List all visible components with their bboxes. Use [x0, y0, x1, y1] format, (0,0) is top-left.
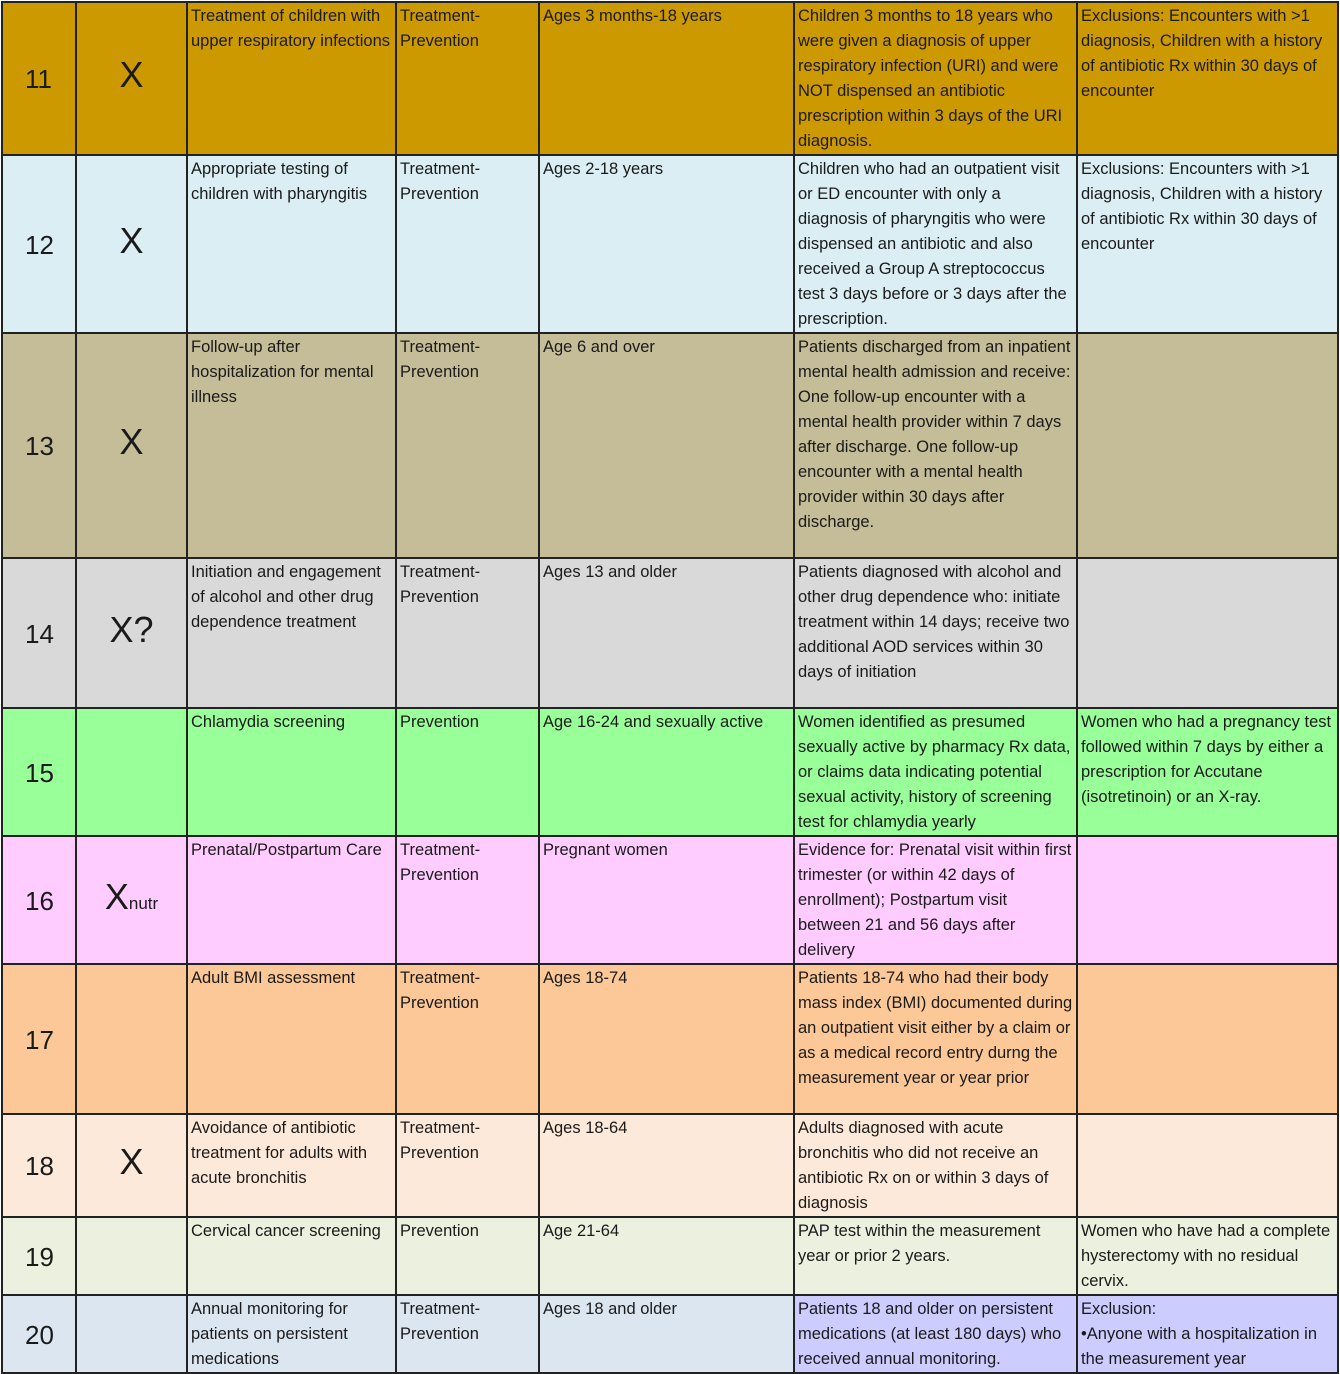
measure-description-text: Patients 18-74 who had their body mass index (BMI) documented during an outpatient visit either by a claim or as a medical record entry durng the measurement year or year prior — [798, 969, 1073, 1087]
measure-category — [396, 333, 539, 558]
measure-exclusions — [1077, 333, 1338, 558]
selection-mark — [76, 836, 187, 964]
row-number-text: 15 — [25, 757, 54, 788]
measure-name-text: Cervical cancer screening — [191, 1222, 381, 1240]
measure-exclusions — [1077, 836, 1338, 964]
measure-description — [794, 1114, 1077, 1217]
measure-name — [187, 2, 396, 155]
target-population-text: Ages 18-64 — [543, 1119, 628, 1137]
target-population-text: Age 21-64 — [543, 1222, 620, 1240]
table-row — [2, 2, 1338, 155]
selection-mark — [76, 1114, 187, 1217]
measure-description-text: Patients diagnosed with alcohol and other drug dependence who: initiate treatment within 14 days; receive two additional AOD services within 30 days of initiation — [798, 563, 1070, 681]
target-population — [539, 708, 794, 836]
target-population — [539, 2, 794, 155]
target-population-text: Ages 13 and older — [543, 563, 677, 581]
measure-exclusions-text: Women who had a pregnancy test followed within 7 days by either a prescription for Accutane (isotretinoin) or an X-ray. — [1081, 713, 1332, 806]
table-row — [2, 1114, 1338, 1217]
measure-name-text: Appropriate testing of children with pharyngitis — [191, 160, 368, 203]
measure-description-text: Patients discharged from an inpatient mental health admission and receive: One follow-up encounter with a mental health provider within 7 days after discharge. One follow-up encounter with a mental health provider within 30 days after discharge. — [798, 338, 1071, 531]
row-number — [2, 333, 76, 558]
selection-mark-text: X? — [109, 608, 154, 650]
row-number-text: 12 — [25, 229, 54, 260]
row-number — [2, 558, 76, 708]
target-population — [539, 964, 794, 1114]
selection-mark-text: X — [119, 1141, 144, 1182]
measure-category-text: Treatment-Prevention — [400, 338, 481, 381]
measure-description — [794, 836, 1077, 964]
measure-category-text: Prevention — [400, 1222, 479, 1240]
row-number — [2, 2, 76, 155]
measure-name-text: Annual monitoring for patients on persistent medications — [191, 1300, 348, 1368]
row-number-text: 11 — [25, 64, 52, 94]
measure-description — [794, 1217, 1077, 1295]
measure-name — [187, 1217, 396, 1295]
selection-mark-text: X — [119, 54, 144, 95]
measure-name-text: Avoidance of antibiotic treatment for adults with acute bronchitis — [191, 1119, 368, 1187]
row-number — [2, 708, 76, 836]
selection-mark — [76, 2, 187, 155]
measure-name — [187, 558, 396, 708]
table-row — [2, 1295, 1338, 1373]
selection-mark — [76, 964, 187, 1114]
selection-mark-text: X — [119, 219, 144, 261]
measure-description-text: Evidence for: Prenatal visit within first trimester (or within 42 days of enrollment); Postpartum visit between 21 and 56 days after delivery — [798, 841, 1072, 959]
measure-description — [794, 1295, 1077, 1373]
row-number — [2, 964, 76, 1114]
row-number-text: 13 — [25, 431, 54, 461]
selection-mark-text: X — [104, 875, 129, 917]
selection-mark — [76, 1295, 187, 1373]
measure-exclusions — [1077, 1114, 1338, 1217]
measure-name — [187, 333, 396, 558]
row-number — [2, 1295, 76, 1373]
measure-description-text: Patients 18 and older on persistent medications (at least 180 days) who received annual monitoring. — [798, 1300, 1062, 1368]
measure-category — [396, 1217, 539, 1295]
measure-category-text: Treatment-Prevention — [400, 160, 481, 203]
measure-name-text: Adult BMI assessment — [191, 969, 356, 987]
target-population-text: Ages 18 and older — [543, 1300, 677, 1318]
measure-description — [794, 155, 1077, 333]
selection-mark — [76, 558, 187, 708]
row-number-text: 19 — [25, 1241, 54, 1272]
measure-category — [396, 155, 539, 333]
measure-description-text: PAP test within the measurement year or prior 2 years. — [798, 1222, 1041, 1265]
measure-name — [187, 964, 396, 1114]
target-population-text: Age 16-24 and sexually active — [543, 713, 764, 731]
measure-exclusions — [1077, 2, 1338, 155]
measure-category-text: Treatment-Prevention — [400, 7, 481, 50]
selection-mark — [76, 155, 187, 333]
table-body — [2, 2, 1338, 1373]
measure-category — [396, 1295, 539, 1373]
measure-description-text: Children 3 months to 18 years who were given a diagnosis of upper respiratory infection (URI) and were NOT dispensed an antibiotic prescription within 3 days of the URI diagnosis. — [798, 7, 1063, 150]
target-population — [539, 1295, 794, 1373]
measure-exclusions-text: Exclusion: •Anyone with a hospitalization in the measurement year — [1081, 1300, 1318, 1368]
row-number — [2, 155, 76, 333]
row-number-text: 18 — [25, 1151, 54, 1181]
measure-category — [396, 964, 539, 1114]
target-population — [539, 558, 794, 708]
table-row — [2, 333, 1338, 558]
row-number — [2, 1217, 76, 1295]
measure-category — [396, 1114, 539, 1217]
measure-description — [794, 964, 1077, 1114]
measure-category-text: Prevention — [400, 713, 479, 731]
selection-mark — [76, 708, 187, 836]
measure-category — [396, 708, 539, 836]
measure-exclusions-text: Exclusions: Encounters with >1 diagnosis, Children with a history of antibiotic Rx within 30 days of encounter — [1081, 160, 1323, 253]
measure-name — [187, 836, 396, 964]
measure-category-text: Treatment-Prevention — [400, 1119, 481, 1162]
target-population-text: Ages 3 months-18 years — [543, 7, 722, 25]
measure-category-text: Treatment-Prevention — [400, 841, 481, 884]
target-population — [539, 155, 794, 333]
measure-exclusions — [1077, 964, 1338, 1114]
row-number-text: 16 — [25, 885, 54, 916]
measure-description — [794, 708, 1077, 836]
measure-category — [396, 836, 539, 964]
selection-mark — [76, 1217, 187, 1295]
selection-mark-subscript: nutr — [128, 893, 159, 913]
row-number-text: 20 — [25, 1319, 54, 1350]
measure-category-text: Treatment-Prevention — [400, 1300, 481, 1343]
measure-exclusions — [1077, 1295, 1338, 1373]
measure-name-text: Initiation and engagement of alcohol and other drug dependence treatment — [191, 563, 381, 631]
row-number-text: 17 — [25, 1024, 54, 1055]
measure-exclusions — [1077, 708, 1338, 836]
table-row — [2, 964, 1338, 1114]
measures-table — [1, 1, 1339, 1374]
measure-description — [794, 558, 1077, 708]
table-row — [2, 155, 1338, 333]
target-population-text: Age 6 and over — [543, 338, 655, 356]
target-population-text: Ages 18-74 — [543, 969, 628, 987]
measure-category-text: Treatment-Prevention — [400, 563, 481, 606]
measure-name-text: Treatment of children with upper respiratory infections — [191, 7, 391, 50]
measure-name-text: Prenatal/Postpartum Care — [191, 841, 382, 859]
table-row — [2, 558, 1338, 708]
measure-name-text: Chlamydia screening — [191, 713, 346, 731]
measure-name — [187, 155, 396, 333]
table-row — [2, 836, 1338, 964]
row-number — [2, 836, 76, 964]
measure-category — [396, 2, 539, 155]
measure-name — [187, 1295, 396, 1373]
measure-name-text: Follow-up after hospitalization for mental illness — [191, 338, 374, 406]
table-row — [2, 708, 1338, 836]
measure-description — [794, 2, 1077, 155]
selection-mark-text: X — [119, 421, 144, 462]
measure-exclusions-text: Women who have had a complete hysterectomy with no residual cervix. — [1081, 1222, 1331, 1290]
measure-exclusions-text: Exclusions: Encounters with >1 diagnosis, Children with a history of antibiotic Rx within 30 days of encounter — [1081, 7, 1323, 100]
target-population — [539, 836, 794, 964]
target-population — [539, 1114, 794, 1217]
measure-description-text: Women identified as presumed sexually active by pharmacy Rx data, or claims data indicating potential sexual activity, history of screening test for chlamydia yearly — [798, 713, 1071, 831]
target-population — [539, 1217, 794, 1295]
measure-name — [187, 708, 396, 836]
measure-category-text: Treatment-Prevention — [400, 969, 481, 1012]
measure-category — [396, 558, 539, 708]
row-number — [2, 1114, 76, 1217]
row-number-text: 14 — [25, 618, 54, 649]
measure-description — [794, 333, 1077, 558]
measure-name — [187, 1114, 396, 1217]
measure-description-text: Children who had an outpatient visit or ED encounter with only a diagnosis of pharyngitis who were dispensed an antibiotic and also received a Group A streptococcus test 3 days before or 3 days after the prescription. — [798, 160, 1067, 328]
measure-exclusions — [1077, 155, 1338, 333]
measure-exclusions — [1077, 1217, 1338, 1295]
selection-mark — [76, 333, 187, 558]
target-population-text: Ages 2-18 years — [543, 160, 664, 178]
table-row — [2, 1217, 1338, 1295]
target-population — [539, 333, 794, 558]
measure-description-text: Adults diagnosed with acute bronchitis who did not receive an antibiotic Rx on or within 3 days of diagnosis — [798, 1119, 1049, 1212]
measure-exclusions — [1077, 558, 1338, 708]
target-population-text: Pregnant women — [543, 841, 668, 859]
